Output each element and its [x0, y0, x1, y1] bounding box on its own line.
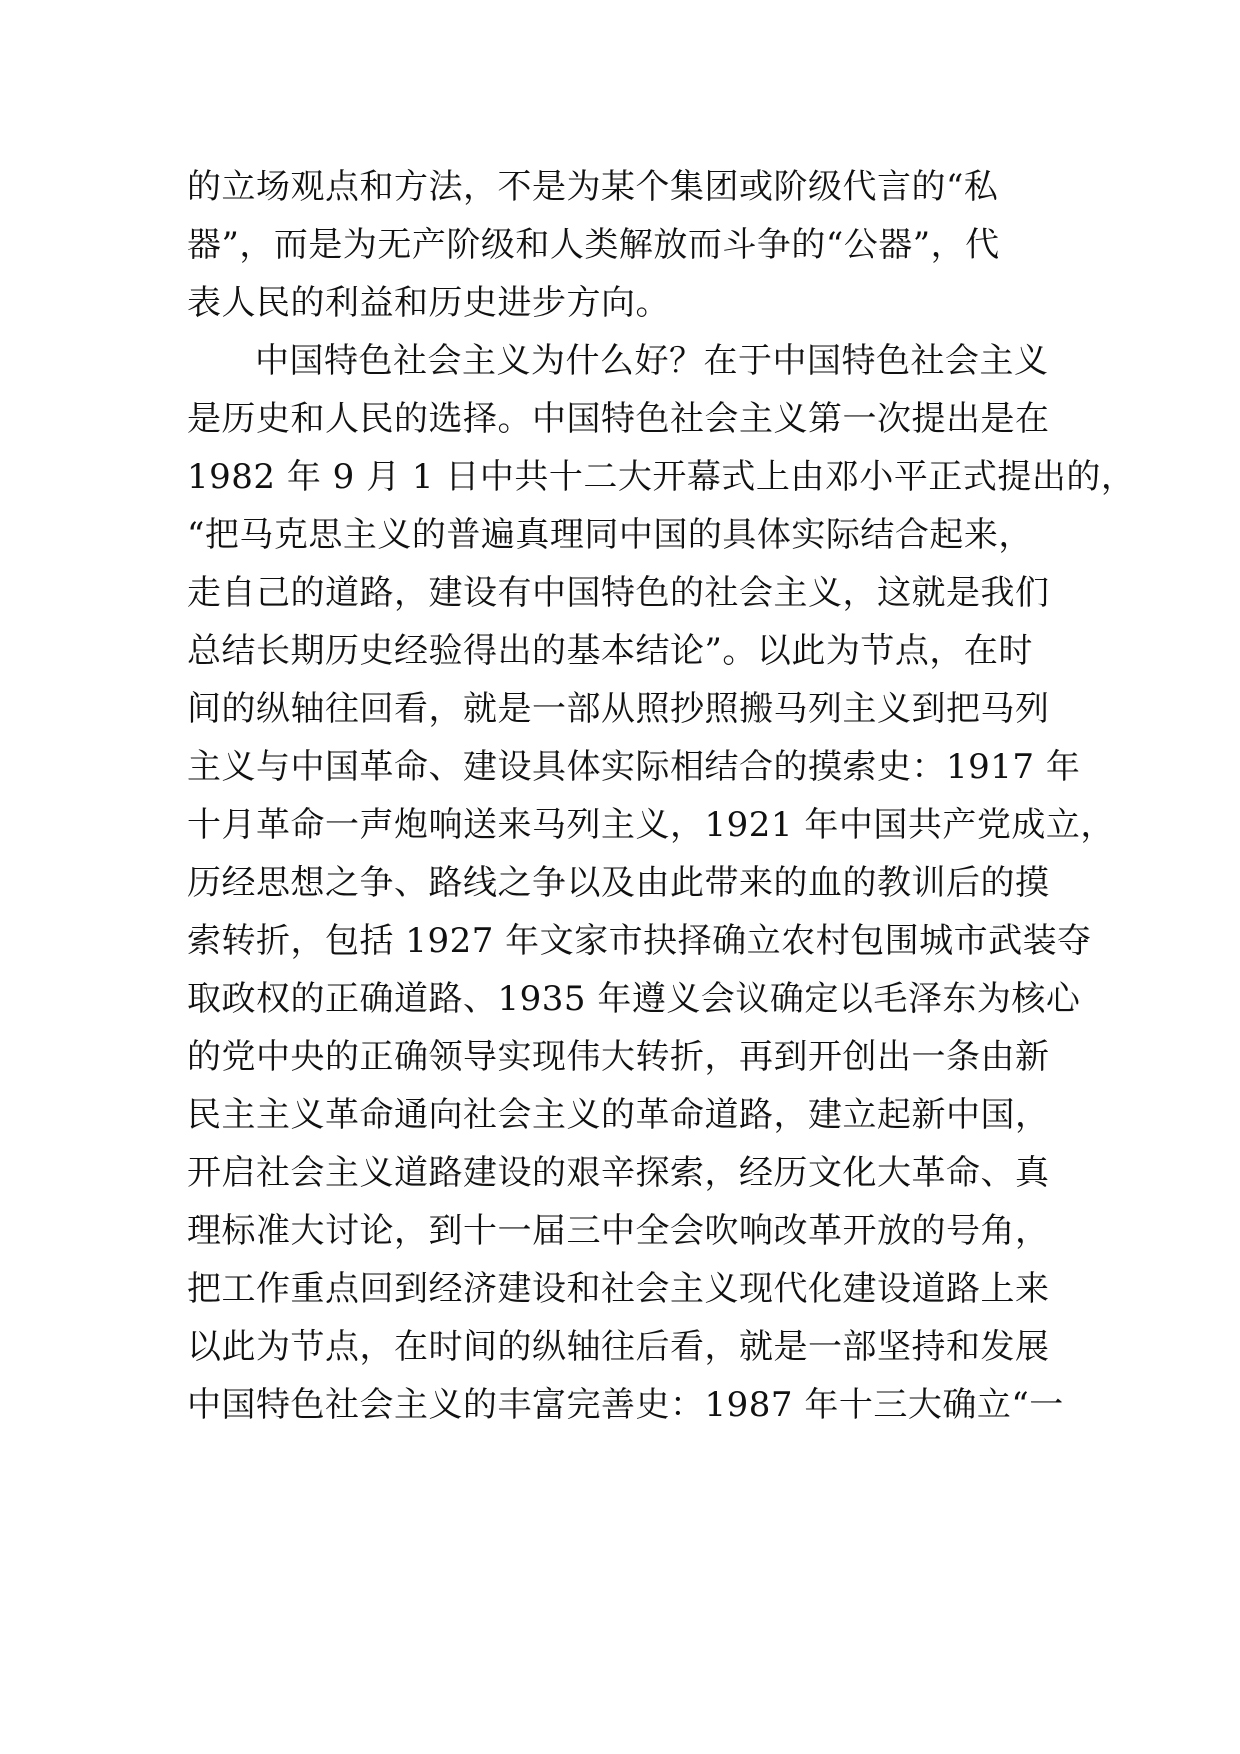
text-line: 表人民的利益和历史进步方向。	[187, 283, 670, 323]
text-line: 器”，而是为无产阶级和人类解放而斗争的“公器”，代	[187, 225, 1000, 265]
text-line: 十月革命一声炮响送来马列主义，1921 年中国共产党成立，	[187, 805, 1115, 845]
text-line: 1982 年 9 月 1 日中共十二大开幕式上由邓小平正式提出的，	[187, 457, 1136, 497]
text-line: 是历史和人民的选择。中国特色社会主义第一次提出是在	[187, 399, 1050, 439]
text-line: 以此为节点，在时间的纵轴往后看，就是一部坚持和发展	[187, 1327, 1050, 1367]
text-line: 中国特色社会主义的丰富完善史：1987 年十三大确立“一	[187, 1385, 1064, 1425]
text-line: 开启社会主义道路建设的艰辛探索，经历文化大革命、真	[187, 1153, 1050, 1193]
text-line: 历经思想之争、路线之争以及由此带来的血的教训后的摸	[187, 863, 1050, 903]
text-line: 把工作重点回到经济建设和社会主义现代化建设道路上来	[187, 1269, 1050, 1309]
text-line: 的立场观点和方法，不是为某个集团或阶级代言的“私	[187, 167, 999, 207]
text-line: 主义与中国革命、建设具体实际相结合的摸索史：1917 年	[187, 747, 1081, 787]
text-line: 总结长期历史经验得出的基本结论”。以此为节点，在时	[187, 631, 1033, 671]
paragraph-first-line: 中国特色社会主义为什么好？在于中国特色社会主义	[255, 341, 1049, 381]
text-line: 理标准大讨论，到十一届三中全会吹响改革开放的号角，	[187, 1211, 1050, 1251]
text-line: 的党中央的正确领导实现伟大转折，再到开创出一条由新	[187, 1037, 1050, 1077]
text-line: “把马克思主义的普遍真理同中国的具体实际结合起来，	[187, 515, 1033, 555]
text-line: 取政权的正确道路、1935 年遵义会议确定以毛泽东为核心	[187, 979, 1081, 1019]
text-line: 间的纵轴往回看，就是一部从照抄照搬马列主义到把马列	[187, 689, 1050, 729]
text-line: 走自己的道路，建设有中国特色的社会主义，这就是我们	[187, 573, 1050, 613]
text-line: 民主主义革命通向社会主义的革命道路，建立起新中国，	[187, 1095, 1050, 1135]
text-line: 索转折，包括 1927 年文家市抉择确立农村包围城市武装夺	[187, 921, 1092, 961]
